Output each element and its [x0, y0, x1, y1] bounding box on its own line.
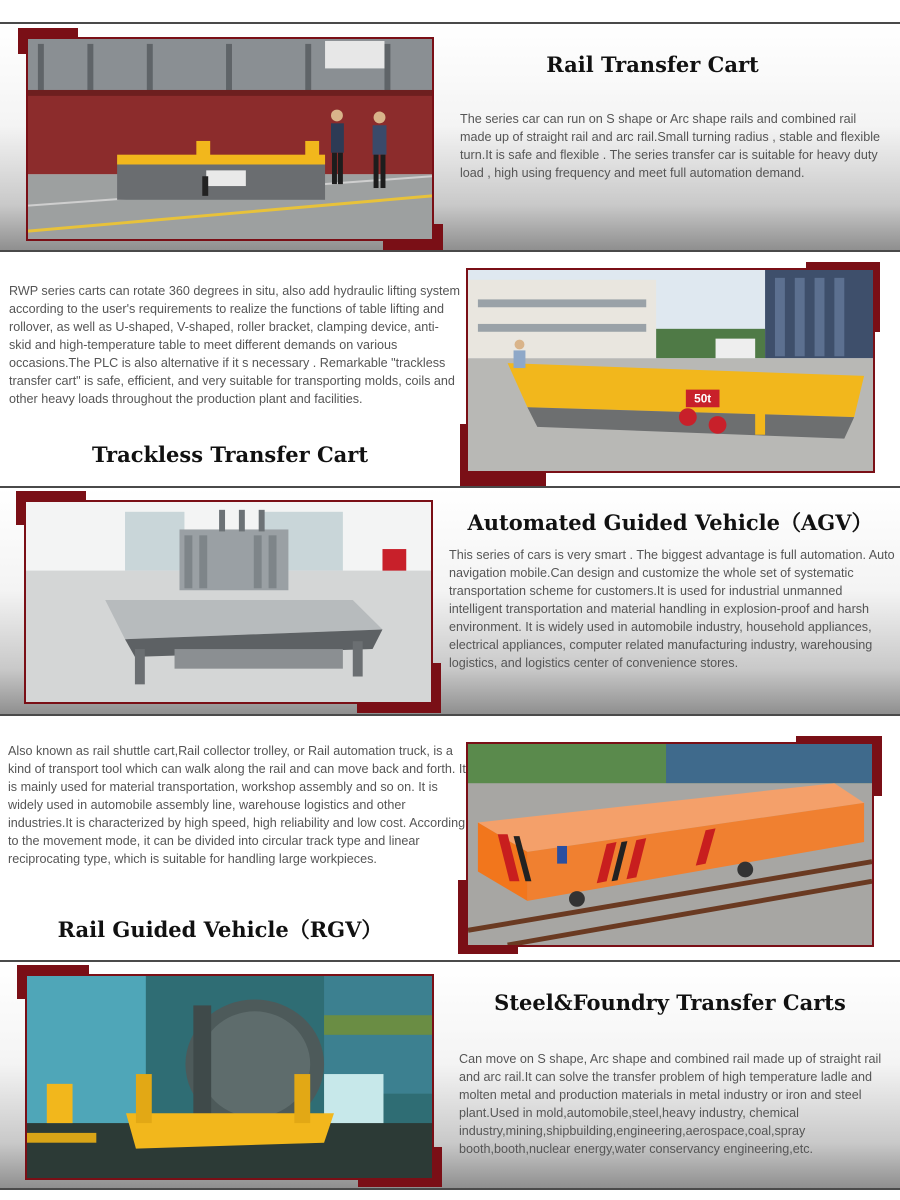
- rail-transfer-cart-photo: [26, 37, 434, 241]
- section-trackless-transfer-cart: [0, 250, 900, 486]
- section-description: This series of cars is very smart . The biggest advantage is full automation. Auto navigation mobile.Can design and customize the whole set of systematic transportation scheme for customers.It is used for industrial unmanned intelligent transportation and material handling in explosion-proof and harsh environment. It is widely used in automobile industry, household appliances, electrical appliances, computer related manufacturing industry, warehousing logistics, and logistics center of convenience stores.: [449, 548, 895, 670]
- section-description: Can move on S shape, Arc shape and combined rail made up of straight rail and arc rail.It can solve the transfer problem of high temperature ladle and molten metal and production materials in metal industry or iron and steel plant.Used in mold,automobile,steel,heavy industry, chemical industry,mining,shipbuilding,engineering,aerospace,coal,spray booth,booth,nuclear energy,water conservancy engineering,etc.: [459, 1052, 882, 1156]
- section-agv: [0, 486, 900, 714]
- section-title: Automated Guided Vehicle（AGV）: [467, 510, 873, 535]
- load-capacity-label: 50t: [694, 391, 712, 406]
- section-rail-transfer-cart: [0, 22, 900, 250]
- agv-photo-frame: [16, 491, 441, 713]
- section-title: Rail Transfer Cart: [546, 52, 759, 77]
- section-rgv: [0, 714, 900, 960]
- trackless-cart-photo-frame: [460, 262, 880, 486]
- rgv-photo-frame: [458, 736, 882, 954]
- steel-foundry-photo-frame: [17, 965, 442, 1187]
- section-title: Steel&Foundry Transfer Carts: [494, 990, 846, 1015]
- section-title: Rail Guided Vehicle（RGV）: [57, 917, 383, 942]
- rail-transfer-cart-photo-frame: [18, 28, 443, 250]
- steel-foundry-photo: [25, 974, 434, 1180]
- section-steel-foundry: [0, 960, 900, 1188]
- agv-photo: [24, 500, 433, 704]
- section-description: Also known as rail shuttle cart,Rail collector trolley, or Rail automation truck, is a kind of transport tool which can walk along the rail and can move back and forth. It is mainly used for material transportation, workshop assembly and so on. It is widely used in automobile assembly line, warehouse logistics and other industries.It is characterized by high speed, high reliability and low cost. According to the movement mode, it can be divided into circular track type and linear reciprocating type, which is suitable for handling large workpieces.: [8, 744, 466, 866]
- rgv-photo: [466, 742, 874, 947]
- trackless-cart-photo: [466, 268, 875, 473]
- section-description: The series car can run on S shape or Arc shape rails and combined rail made up of straight rail and arc rail.Small turning radius , stable and flexible turn.It is safe and flexible . The series transfer car is suitable for heavy duty load , high using frequency and meet full automation demand.: [460, 112, 881, 180]
- worker-figure: [514, 340, 526, 368]
- section-title: Trackless Transfer Cart: [91, 442, 369, 467]
- section-description: RWP series carts can rotate 360 degrees in situ, also add hydraulic lifting system according to the user's requirements to realize the functions of table lifting and rollover, as well as U-shaped, V-shaped, roller bracket, clamping device, anti-skid and high-temperature table to meet different demands on various occasions.The PLC is also alternative if it s necessary . Remarkable "trackless transfer cart" is safe, efficient, and very suitable for transporting molds, coils and other heavy loads throughout the production plant and facilities.: [9, 284, 461, 406]
